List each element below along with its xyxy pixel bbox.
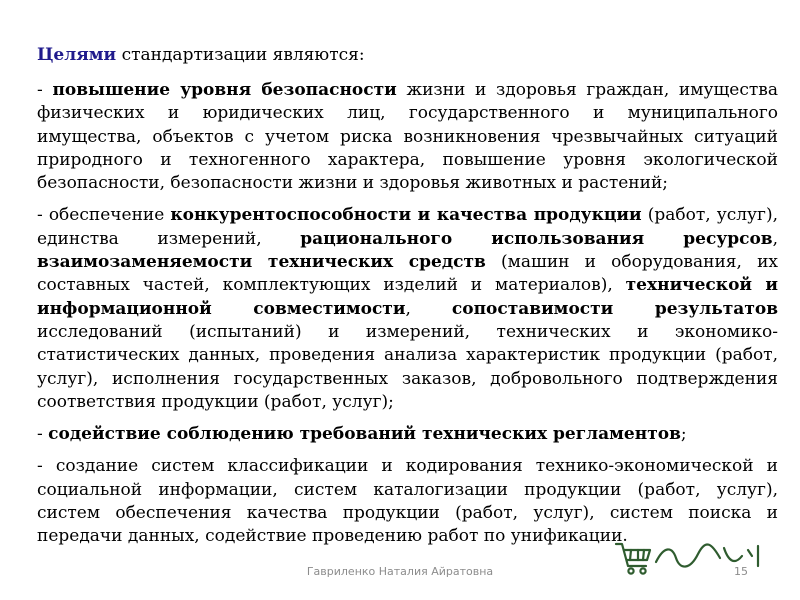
page-number: 15	[734, 565, 748, 578]
p1-lead: -	[37, 80, 53, 100]
p1-text: жизни и здоровья граждан, имущества физических и юридических лиц, государственного и муниципального имущества, объектов с учетом риска возникновения чрезвычайных ситуаций природного и техногенного характера, повышение уровня экологической безопасности, безопасности жизни и здоровья животных и растений;	[37, 80, 778, 194]
p3-bold-regulations: содействие соблюдению требований технических регламентов	[48, 424, 681, 445]
goal-paragraph-regulations	[37, 423, 778, 446]
p3-lead: -	[37, 424, 49, 445]
goal-paragraph-safety	[37, 79, 778, 195]
goal-paragraph-classification	[37, 455, 778, 548]
goal-paragraph-competitiveness	[37, 204, 778, 414]
p4-text: - создание систем классификации и кодирования технико-экономической и социальной информации, систем каталогизации продукции (работ, услуг), систем обеспечения качества продукции (работ, услуг), систем поиска и передачи данных, содействие проведению работ по унификации.	[37, 456, 778, 547]
p2-bold-compatibility: технической и информационной совместимости	[37, 275, 778, 319]
slide-content	[37, 44, 778, 558]
p2-bold-competitiveness: конкурентоспособности и качества продукции	[170, 205, 642, 226]
p2-text-2: ,	[772, 228, 778, 249]
p3-text: ;	[680, 424, 687, 445]
p2-text-1: (работ, услуг), единства измерений,	[37, 205, 778, 249]
p2-bold-comparability: сопоставимости результатов	[451, 298, 779, 319]
p2-text-3: (машин и оборудования, их составных частей, комплектующих изделий и материалов),	[37, 252, 778, 296]
p2-text-5: исследований (испытаний) и измерений, технических и экономико-статистических данных, проведения анализа характеристик продукции (работ, услуг), исполнения государственных заказов, добровольного подтверждения соответствия продукции (работ, услуг);	[37, 321, 778, 412]
p2-bold-resources: рационального использования ресурсов	[300, 228, 773, 249]
p2-lead: - обеспечение	[37, 205, 171, 226]
p1-bold-safety: повышение уровня безопасности	[52, 80, 397, 100]
intro-heading	[37, 44, 778, 67]
p2-bold-interchangeability: взаимозаменяемости технических средств	[37, 252, 486, 273]
footer-author: Гавриленко Наталия Айратовна	[306, 565, 494, 578]
p2-text-4: ,	[405, 298, 452, 319]
heading-rest: стандартизации являются:	[116, 45, 365, 65]
heading-accent-word: Целями	[37, 45, 117, 65]
